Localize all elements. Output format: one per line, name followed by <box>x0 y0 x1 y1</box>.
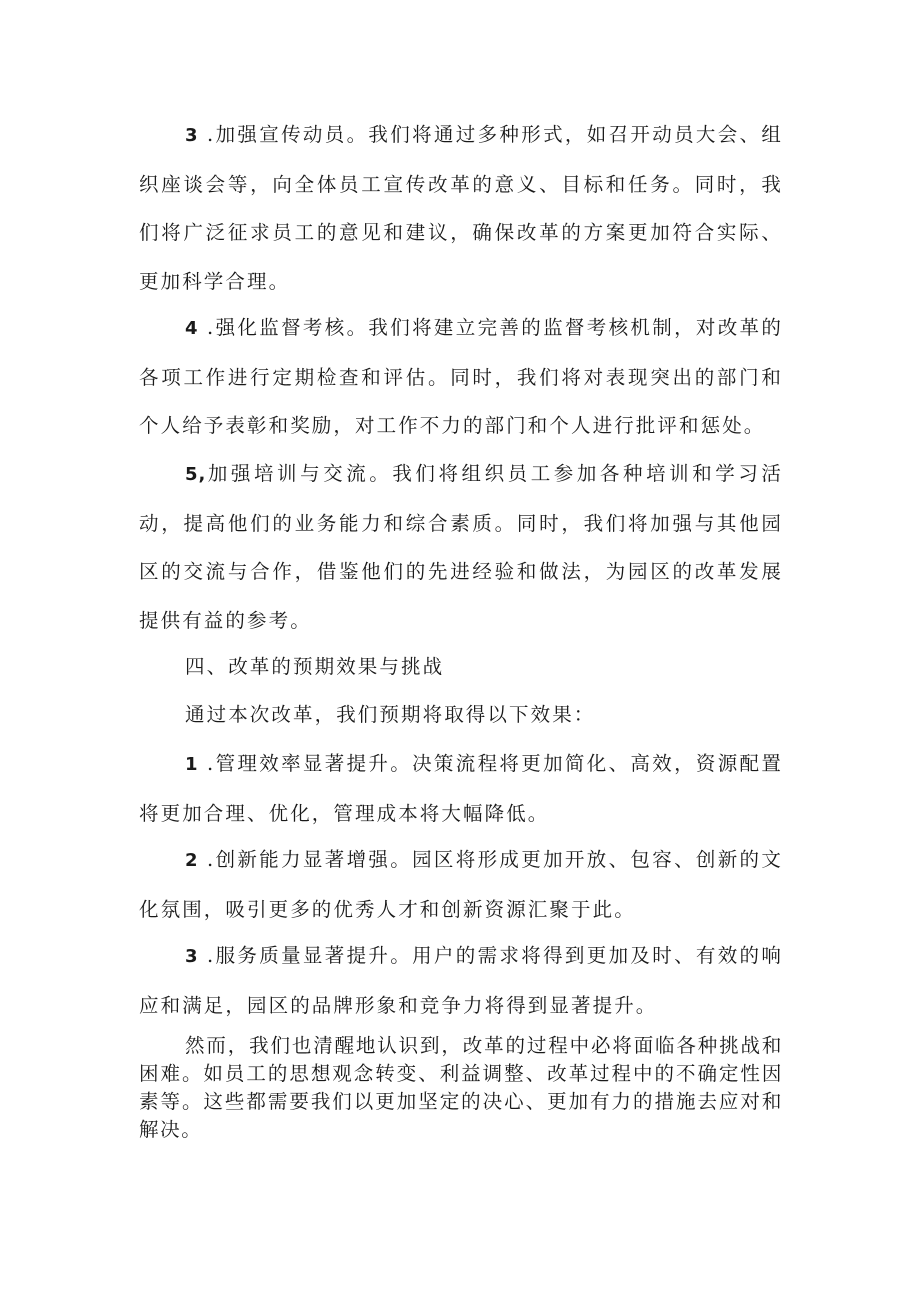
paragraph-text: .加强宣传动员。我们将通过多种形式，如召开动员大会、组织座谈会等，向全体员工宣传改革的意义、目标和任务。同时，我们将广泛征求员工的意见和建议，确保改革的方案更加符合实际、更加科学合理。 <box>139 123 783 293</box>
paragraph-text: .管理效率显著提升。决策流程将更加简化、高效，资源配置将更加合理、优化，管理成本将大幅降低。 <box>139 752 783 825</box>
section-heading <box>139 643 783 692</box>
paragraph-text: .服务质量显著提升。用户的需求将得到更加及时、有效的响应和满足，园区的品牌形象和竞争力将得到显著提升。 <box>139 944 783 1017</box>
paragraph-text: 通过本次改革，我们预期将取得以下效果： <box>185 703 596 726</box>
item-number: 4 <box>185 318 199 339</box>
paragraph-training-exchange <box>139 450 783 645</box>
paragraph-challenges <box>139 1032 783 1144</box>
item-number: 5, <box>185 464 207 485</box>
item-number: 2 <box>185 850 199 871</box>
item-number: 3 <box>185 946 199 967</box>
item-number: 3 <box>185 125 199 146</box>
item-number: 1 <box>185 754 199 775</box>
paragraph-text: .强化监督考核。我们将建立完善的监督考核机制，对改革的各项工作进行定期检查和评估。同时，我们将对表现突出的部门和个人给予表彰和奖励，对工作不力的部门和个人进行批评和惩处。 <box>139 316 783 437</box>
paragraph-text: 然而，我们也清醒地认识到，改革的过程中必将面临各种挑战和困难。如员工的思想观念转变、利益调整、改革过程中的不确定性因素等。这些都需要我们以更加坚定的决心、更加有力的措施去应对和解决。 <box>139 1034 783 1141</box>
paragraph-management-efficiency <box>139 740 783 838</box>
paragraph-supervision-assessment <box>139 304 783 451</box>
paragraph-publicity-mobilization <box>139 111 783 306</box>
section-heading-text: 四、改革的预期效果与挑战 <box>185 655 445 678</box>
paragraph-service-quality <box>139 932 783 1030</box>
paragraph-intro-effects <box>139 691 783 740</box>
paragraph-text: .创新能力显著增强。园区将形成更加开放、包容、创新的文化氛围，吸引更多的优秀人才和创新资源汇聚于此。 <box>139 848 783 921</box>
paragraph-innovation-capacity <box>139 836 783 934</box>
paragraph-text: 加强培训与交流。我们将组织员工参加各种培训和学习活动，提高他们的业务能力和综合素质。同时，我们将加强与其他园区的交流与合作，借鉴他们的先进经验和做法，为园区的改革发展提供有益的参考。 <box>139 462 783 632</box>
